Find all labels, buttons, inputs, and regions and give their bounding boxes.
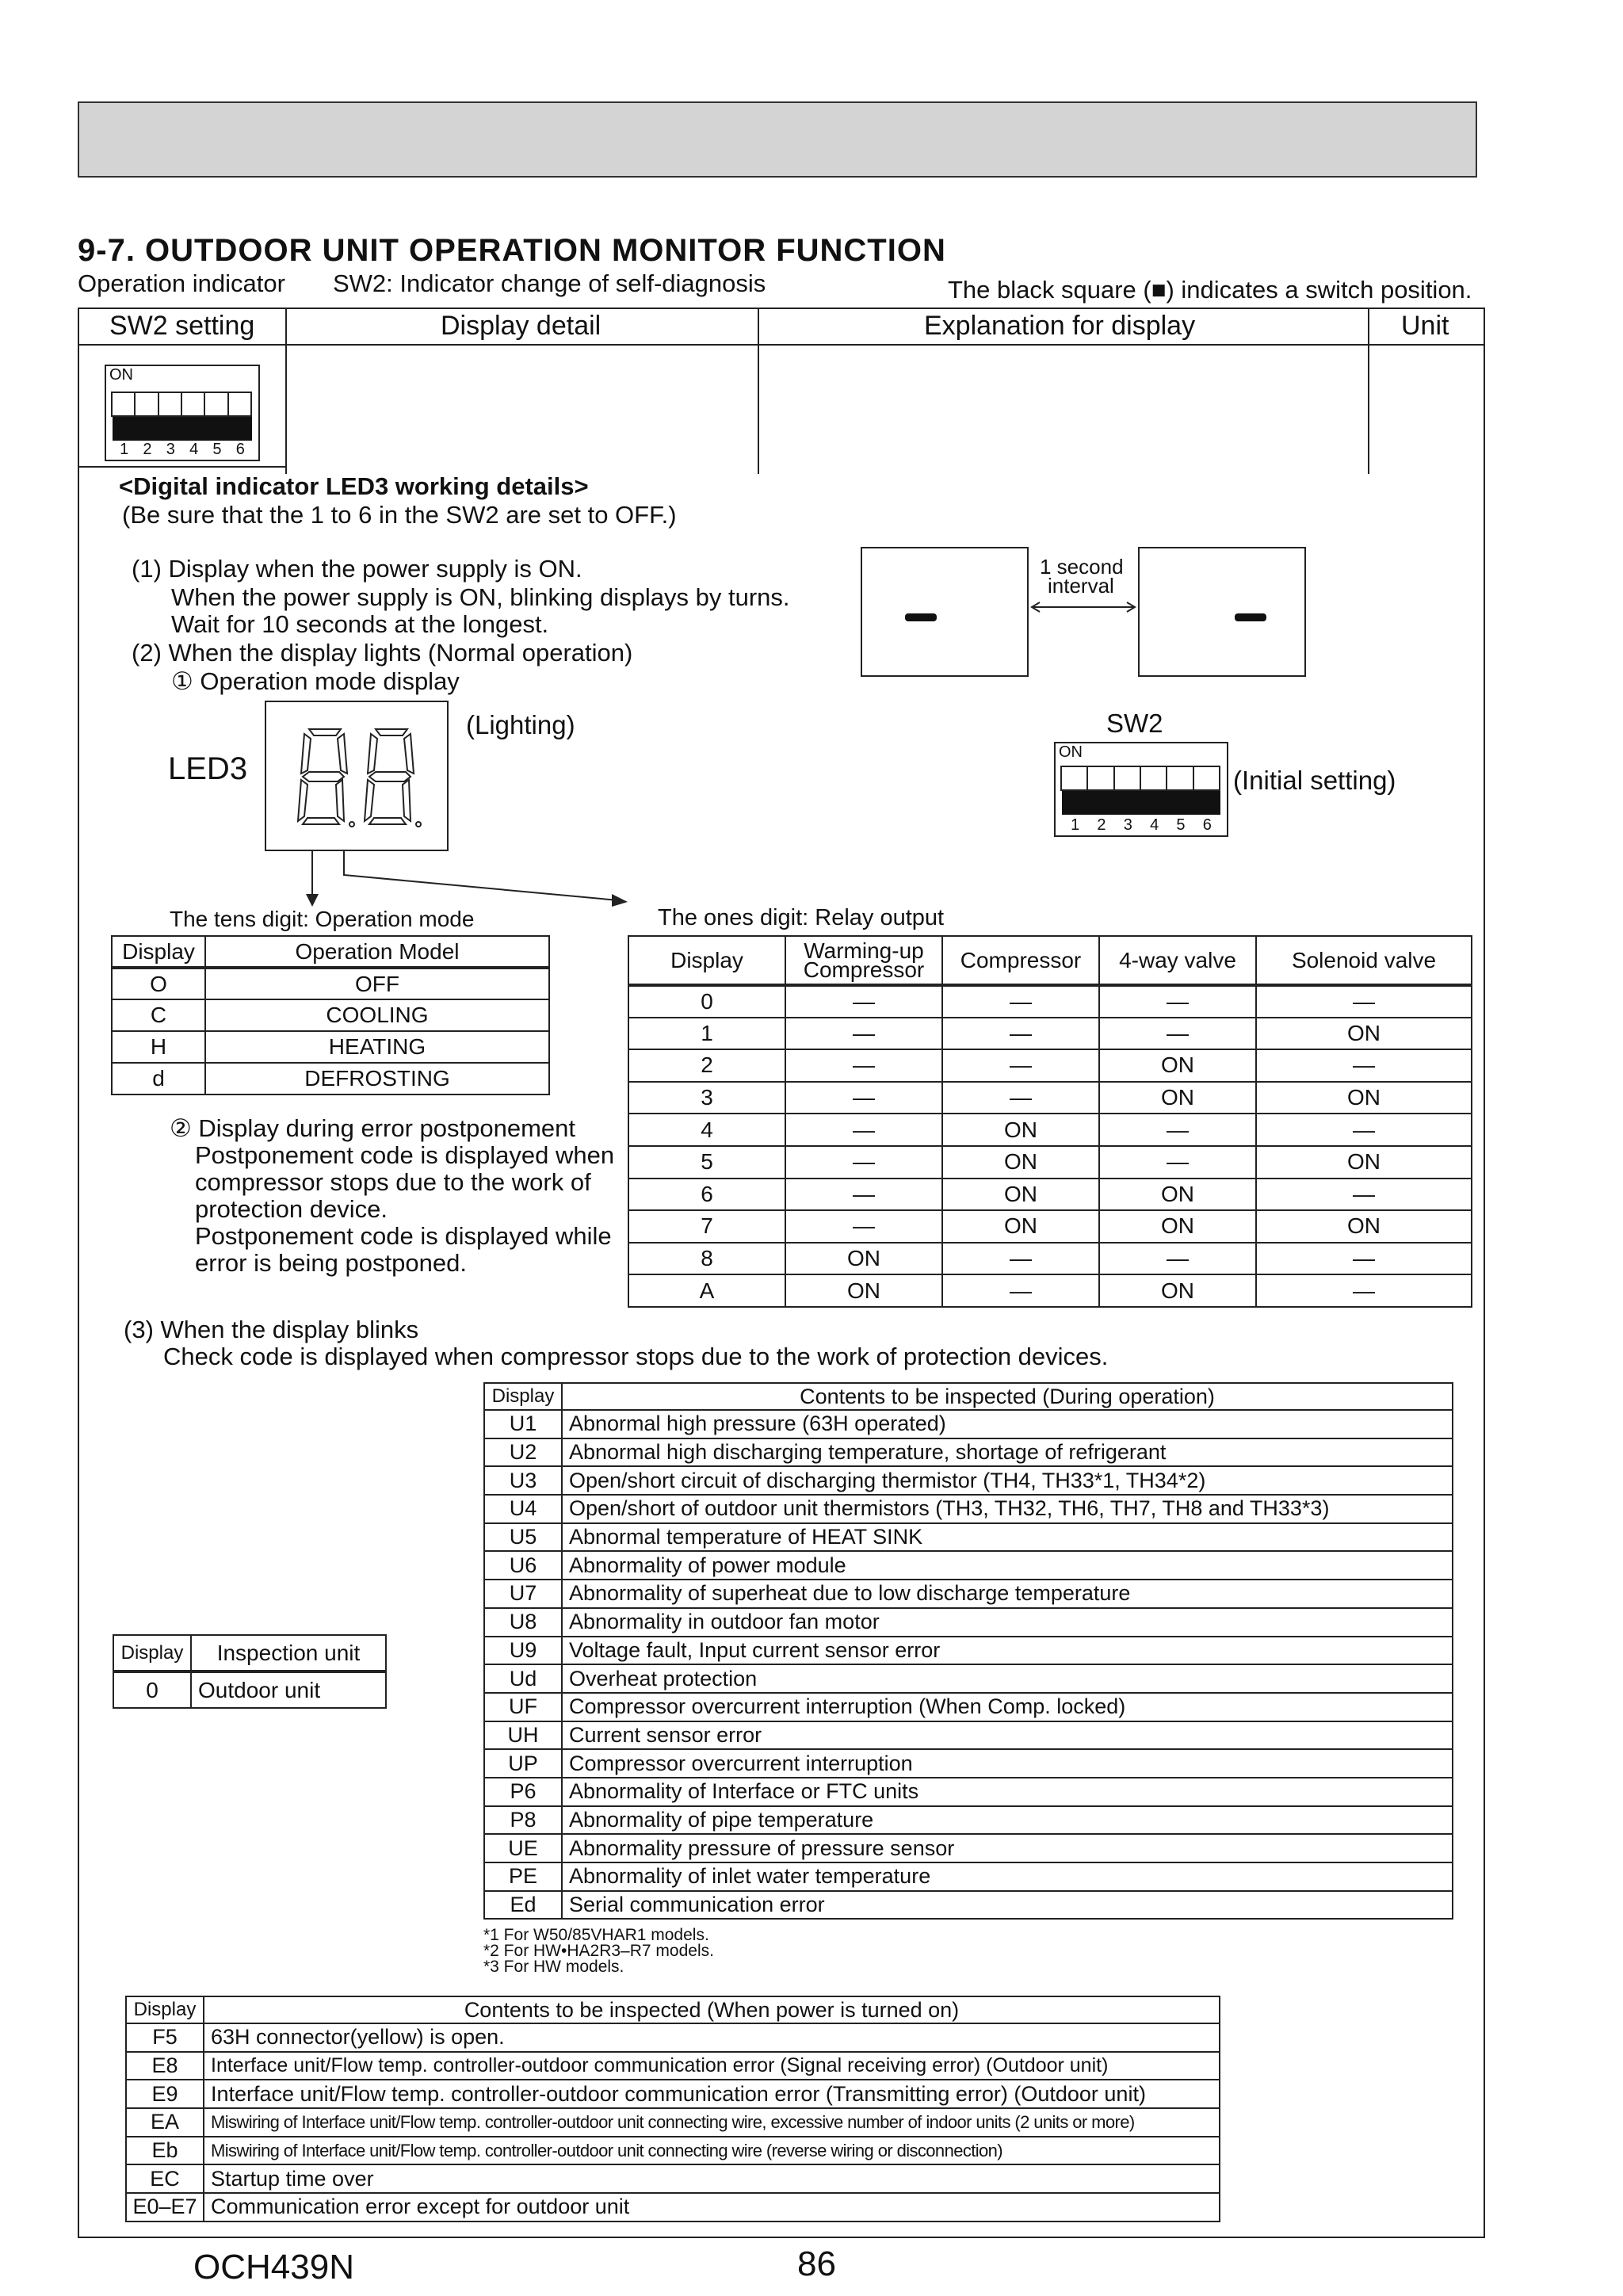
code-cell: UP bbox=[484, 1749, 562, 1778]
table-row bbox=[628, 985, 1472, 1018]
description-cell: Abnormality pressure of pressure sensor bbox=[562, 1834, 1453, 1862]
description-cell: Abnormality of inlet water temperature bbox=[562, 1862, 1453, 1891]
seven-segment-digits bbox=[295, 726, 430, 829]
blink-display-left bbox=[861, 547, 1029, 677]
led3-line1: (1) Display when the power supply is ON. bbox=[132, 555, 582, 583]
table-row bbox=[484, 1891, 1453, 1920]
description-cell: 63H connector(yellow) is open. bbox=[204, 2023, 1220, 2052]
code-cell: P6 bbox=[484, 1778, 562, 1806]
table-row bbox=[126, 2193, 1220, 2222]
description-cell: Startup time over bbox=[204, 2164, 1220, 2193]
table-row bbox=[126, 2137, 1220, 2165]
code-cell: UF bbox=[484, 1693, 562, 1721]
table-row bbox=[628, 1114, 1472, 1146]
sw2-caption: SW2: Indicator change of self-diagnosis bbox=[333, 269, 766, 297]
check-codes-table: Display Contents to be inspected (During operation) U1 Abnormal high pressure (63H operated) U2 Abnormal high discharging temperature, shortage of refrigerant U3 Open/short circuit of discharging thermistor (TH4, TH33*1, TH34*2) U4 Open/short of outdoor unit thermistors (TH3, TH32, TH6, TH7, TH8 and TH33*3) U5 Abnormal temperature of HEAT SINK U6 Abnormality of power module U7 Abnormality of superheat due to low discharge temperature U8 Abnormality in outdoor fan motor U9 Voltage fault, Input current sensor error Ud Overheat protection UF Compressor overcurrent interruption (When Comp. locked) UH Current sensor error UP Compressor overcurrent interruption P6 Abnormality of Interface or FTC units P8 Abnormality of pipe temperature UE Abnormality pressure of pressure sensor PE Abnormality of inlet water temperature Ed Serial communication error bbox=[483, 1382, 1453, 1920]
table-cell: — bbox=[785, 1179, 942, 1211]
page-number: 86 bbox=[797, 2244, 836, 2283]
table-cell: — bbox=[785, 1146, 942, 1179]
table-row bbox=[484, 1862, 1453, 1891]
table-row bbox=[484, 1580, 1453, 1608]
divider bbox=[78, 466, 287, 468]
table-row bbox=[628, 1210, 1472, 1243]
table-cell: ON bbox=[1256, 1018, 1472, 1050]
blinks-l2: Check code is displayed when compressor stops due to the work of protection devices. bbox=[163, 1343, 1109, 1370]
interval-label-1: 1 second bbox=[1040, 555, 1124, 579]
table-cell: — bbox=[1256, 1114, 1472, 1146]
sw2-initial-dip: ON 1 2 3 4 5 6 bbox=[1054, 742, 1228, 837]
table-cell: — bbox=[785, 1018, 942, 1050]
code-cell: U4 bbox=[484, 1495, 562, 1523]
description-cell: Overheat protection bbox=[562, 1664, 1453, 1693]
table-cell: — bbox=[942, 1018, 1099, 1050]
description-cell: Open/short circuit of discharging thermistor (TH4, TH33*1, TH34*2) bbox=[562, 1466, 1453, 1495]
ones-digit-table: Display Warming-up Compressor Compressor 4-way valve Solenoid valve 0 — — — — 1 — — — ON 2 — — ON — 3 — — ON ON 4 — ON — — 5 — ON — ON 6 — ON ON — 7 — ON ON ON 8 ON — — — A ON — ON — bbox=[628, 935, 1472, 1308]
table-row bbox=[484, 1664, 1453, 1693]
description-cell: Current sensor error bbox=[562, 1721, 1453, 1750]
section-title: 9-7. OUTDOOR UNIT OPERATION MONITOR FUNCTION bbox=[78, 233, 946, 268]
led3-line3: Wait for 10 seconds at the longest. bbox=[171, 610, 549, 638]
table-row bbox=[484, 1523, 1453, 1552]
code-cell: EA bbox=[126, 2108, 204, 2137]
table-cell: ON bbox=[1099, 1179, 1256, 1211]
main-header-row bbox=[78, 308, 1485, 346]
table-row bbox=[628, 1146, 1472, 1179]
code-cell: Ud bbox=[484, 1664, 562, 1693]
description-cell: Abnormality of Interface or FTC units bbox=[562, 1778, 1453, 1806]
blink-display-right bbox=[1138, 547, 1306, 677]
table-cell: ON bbox=[1256, 1082, 1472, 1114]
table-row bbox=[628, 1049, 1472, 1082]
table-row bbox=[484, 1806, 1453, 1835]
dash-segment bbox=[905, 613, 937, 621]
description-cell: Abnormality of power module bbox=[562, 1551, 1453, 1580]
divider bbox=[1368, 308, 1369, 474]
table-row bbox=[628, 1018, 1472, 1050]
table-cell: — bbox=[942, 1243, 1099, 1275]
table-row bbox=[484, 1693, 1453, 1721]
table-cell: 3 bbox=[628, 1082, 785, 1114]
led3-line2: When the power supply is ON, blinking displays by turns. bbox=[171, 583, 790, 611]
led3-line5: ① Operation mode display bbox=[171, 667, 460, 695]
table-row bbox=[484, 1438, 1453, 1467]
postponement-l4: protection device. bbox=[195, 1195, 388, 1223]
code-cell: PE bbox=[484, 1862, 562, 1891]
led3-label: LED3 bbox=[168, 751, 248, 786]
description-cell: Abnormal high pressure (63H operated) bbox=[562, 1410, 1453, 1438]
led3-note: (Be sure that the 1 to 6 in the SW2 are set to OFF.) bbox=[122, 501, 677, 529]
operation-indicator-label: Operation indicator bbox=[78, 269, 285, 297]
code-cell: E9 bbox=[126, 2080, 204, 2108]
table-row bbox=[126, 2164, 1220, 2193]
description-cell: Abnormality in outdoor fan motor bbox=[562, 1608, 1453, 1637]
table-cell: — bbox=[1099, 1018, 1256, 1050]
table-cell: ON bbox=[1099, 1274, 1256, 1307]
table-row bbox=[126, 2108, 1220, 2137]
check-code-rows bbox=[484, 1410, 1453, 1919]
description-cell: Abnormal temperature of HEAT SINK bbox=[562, 1523, 1453, 1552]
power-on-codes-table: Display Contents to be inspected (When power is turned on) F5 63H connector(yellow) is open. E8 Interface unit/Flow temp. controller-outdoor communication error (Signal receiving error) (Outdoor unit) E9 Interface unit/Flow temp. controller-outdoor communication error (Transmitting error) (Outdoor unit) EA Miswiring of Interface unit/Flow temp. controller-outdoor unit connecting wire, excessive number of indoor units (2 units or more) Eb Miswiring of Interface unit/Flow temp. controller-outdoor unit connecting wire (reverse wiring or disconnection) EC Startup time over E0–E7 Communication error except for outdoor unit bbox=[125, 1996, 1220, 2222]
table-cell: ON bbox=[1256, 1146, 1472, 1179]
table-cell: ON bbox=[942, 1210, 1099, 1243]
description-cell: Abnormality of pipe temperature bbox=[562, 1806, 1453, 1835]
table-cell: — bbox=[785, 1210, 942, 1243]
table-cell: — bbox=[942, 1274, 1099, 1307]
code-cell: U6 bbox=[484, 1551, 562, 1580]
initial-setting-label: (Initial setting) bbox=[1233, 766, 1396, 795]
code-cell: P8 bbox=[484, 1806, 562, 1835]
divider bbox=[285, 308, 287, 474]
code-cell: U7 bbox=[484, 1580, 562, 1608]
table-cell: A bbox=[628, 1274, 785, 1307]
table-row bbox=[126, 2052, 1220, 2080]
table-cell: — bbox=[1256, 1274, 1472, 1307]
header-band bbox=[78, 101, 1477, 178]
table-cell: — bbox=[785, 985, 942, 1018]
led3-display bbox=[265, 701, 449, 851]
postponement-l6: error is being postponed. bbox=[195, 1249, 467, 1277]
black-square-note: The black square (■) indicates a switch position. bbox=[948, 276, 1472, 304]
code-cell: UH bbox=[484, 1721, 562, 1750]
code-cell: U9 bbox=[484, 1637, 562, 1665]
description-cell: Abnormality of superheat due to low discharge temperature bbox=[562, 1580, 1453, 1608]
code-cell: U2 bbox=[484, 1438, 562, 1467]
table-row bbox=[484, 1551, 1453, 1580]
ones-digit-rows bbox=[628, 985, 1472, 1307]
table-row bbox=[484, 1410, 1453, 1438]
footnote: *3 For HW models. bbox=[483, 1958, 624, 1976]
code-cell: F5 bbox=[126, 2023, 204, 2052]
table-cell: — bbox=[1099, 1114, 1256, 1146]
table-cell: 4 bbox=[628, 1114, 785, 1146]
table-row bbox=[484, 1466, 1453, 1495]
table-cell: — bbox=[1256, 1243, 1472, 1275]
table-cell: ON bbox=[1256, 1210, 1472, 1243]
led3-heading: <Digital indicator LED3 working details> bbox=[119, 472, 589, 500]
header-sw2-setting: SW2 setting bbox=[109, 311, 255, 341]
postponement-l3: compressor stops due to the work of bbox=[195, 1168, 591, 1196]
footnote: *2 For HW•HA2R3–R7 models. bbox=[483, 1942, 714, 1960]
table-cell: ON bbox=[942, 1179, 1099, 1211]
table-row bbox=[628, 1082, 1472, 1114]
table-row bbox=[126, 2080, 1220, 2108]
description-cell: Interface unit/Flow temp. controller-outdoor communication error (Transmitting error) (Outdoor unit) bbox=[204, 2080, 1220, 2108]
description-cell: Open/short of outdoor unit thermistors (TH3, TH32, TH6, TH7, TH8 and TH33*3) bbox=[562, 1495, 1453, 1523]
header-unit: Unit bbox=[1401, 311, 1449, 341]
description-cell: Voltage fault, Input current sensor error bbox=[562, 1637, 1453, 1665]
table-row bbox=[484, 1834, 1453, 1862]
footnote: *1 For W50/85VHAR1 models. bbox=[483, 1926, 709, 1944]
table-row bbox=[484, 1778, 1453, 1806]
table-cell: 6 bbox=[628, 1179, 785, 1211]
table-cell: 5 bbox=[628, 1146, 785, 1179]
table-row bbox=[628, 1274, 1472, 1307]
table-row bbox=[484, 1608, 1453, 1637]
description-cell: Miswiring of Interface unit/Flow temp. controller-outdoor unit connecting wire, excessive number of indoor units (2 units or more) bbox=[204, 2108, 1220, 2137]
code-cell: U5 bbox=[484, 1523, 562, 1552]
table-cell: 1 bbox=[628, 1018, 785, 1050]
table-cell: 2 bbox=[628, 1049, 785, 1082]
description-cell: Abnormal high discharging temperature, shortage of refrigerant bbox=[562, 1438, 1453, 1467]
table-cell: — bbox=[1256, 1049, 1472, 1082]
table-cell: — bbox=[785, 1049, 942, 1082]
postponement-l1: ② Display during error postponement bbox=[170, 1114, 575, 1142]
divider bbox=[758, 308, 759, 474]
table-row bbox=[484, 1721, 1453, 1750]
table-row bbox=[628, 1243, 1472, 1275]
lighting-label: (Lighting) bbox=[466, 710, 575, 739]
table-row bbox=[484, 1495, 1453, 1523]
inspection-unit-table: Display Inspection unit 0 Outdoor unit bbox=[113, 1634, 387, 1709]
dash-segment bbox=[1235, 613, 1266, 621]
footnotes bbox=[483, 1927, 714, 1975]
table-cell: — bbox=[1099, 985, 1256, 1018]
led3-line4: (2) When the display lights (Normal operation) bbox=[132, 639, 633, 667]
blinks-l1: (3) When the display blinks bbox=[124, 1316, 419, 1343]
code-cell: U1 bbox=[484, 1410, 562, 1438]
postponement-l5: Postponement code is displayed while bbox=[195, 1222, 612, 1250]
table-cell: 8 bbox=[628, 1243, 785, 1275]
table-cell: ON bbox=[942, 1114, 1099, 1146]
table-cell: — bbox=[942, 1049, 1099, 1082]
table-row bbox=[126, 2023, 1220, 2052]
table-cell: 0 bbox=[628, 985, 785, 1018]
tens-digit-caption: The tens digit: Operation mode bbox=[170, 907, 475, 931]
postponement-l2: Postponement code is displayed when bbox=[195, 1141, 615, 1169]
led3-arrows bbox=[301, 851, 634, 910]
table-cell: — bbox=[942, 1082, 1099, 1114]
table-cell: — bbox=[1256, 1179, 1472, 1211]
description-cell: Serial communication error bbox=[562, 1891, 1453, 1920]
table-row bbox=[484, 1749, 1453, 1778]
ones-digit-caption: The ones digit: Relay output bbox=[658, 905, 945, 930]
table-cell: ON bbox=[785, 1274, 942, 1307]
table-row bbox=[484, 1637, 1453, 1665]
footer-model: OCH439N bbox=[193, 2248, 354, 2286]
table-cell: — bbox=[1099, 1146, 1256, 1179]
code-cell: U3 bbox=[484, 1466, 562, 1495]
table-row bbox=[628, 1179, 1472, 1211]
code-cell: UE bbox=[484, 1834, 562, 1862]
table-cell: ON bbox=[785, 1243, 942, 1275]
interval-label-2: interval bbox=[1048, 574, 1114, 598]
description-cell: Compressor overcurrent interruption (When Comp. locked) bbox=[562, 1693, 1453, 1721]
interval-arrow bbox=[1029, 599, 1138, 615]
table-cell: ON bbox=[1099, 1210, 1256, 1243]
code-cell: Eb bbox=[126, 2137, 204, 2165]
table-cell: — bbox=[942, 985, 1099, 1018]
table-cell: — bbox=[1099, 1243, 1256, 1275]
description-cell: Compressor overcurrent interruption bbox=[562, 1749, 1453, 1778]
sw2-label: SW2 bbox=[1106, 709, 1163, 738]
description-cell: Interface unit/Flow temp. controller-outdoor communication error (Signal receiving error) (Outdoor unit) bbox=[204, 2052, 1220, 2080]
power-on-code-rows bbox=[126, 2023, 1220, 2222]
tens-digit-table: Display Operation Model O OFF C COOLING H HEATING d DEFROSTING bbox=[111, 935, 550, 1095]
description-cell: Communication error except for outdoor unit bbox=[204, 2193, 1220, 2222]
code-cell: E0–E7 bbox=[126, 2193, 204, 2222]
table-cell: — bbox=[785, 1082, 942, 1114]
code-cell: EC bbox=[126, 2164, 204, 2193]
table-cell: — bbox=[1256, 985, 1472, 1018]
header-display-detail: Display detail bbox=[441, 311, 601, 341]
table-cell: ON bbox=[1099, 1082, 1256, 1114]
code-cell: Ed bbox=[484, 1891, 562, 1920]
table-cell: ON bbox=[1099, 1049, 1256, 1082]
code-cell: U8 bbox=[484, 1608, 562, 1637]
code-cell: E8 bbox=[126, 2052, 204, 2080]
table-cell: — bbox=[785, 1114, 942, 1146]
table-cell: ON bbox=[942, 1146, 1099, 1179]
header-explanation: Explanation for display bbox=[924, 311, 1196, 341]
table-cell: 7 bbox=[628, 1210, 785, 1243]
description-cell: Miswiring of Interface unit/Flow temp. controller-outdoor unit connecting wire (reverse wiring or disconnection) bbox=[204, 2137, 1220, 2165]
sw2-dip-switch: ON 1 2 3 4 5 6 bbox=[105, 365, 260, 461]
